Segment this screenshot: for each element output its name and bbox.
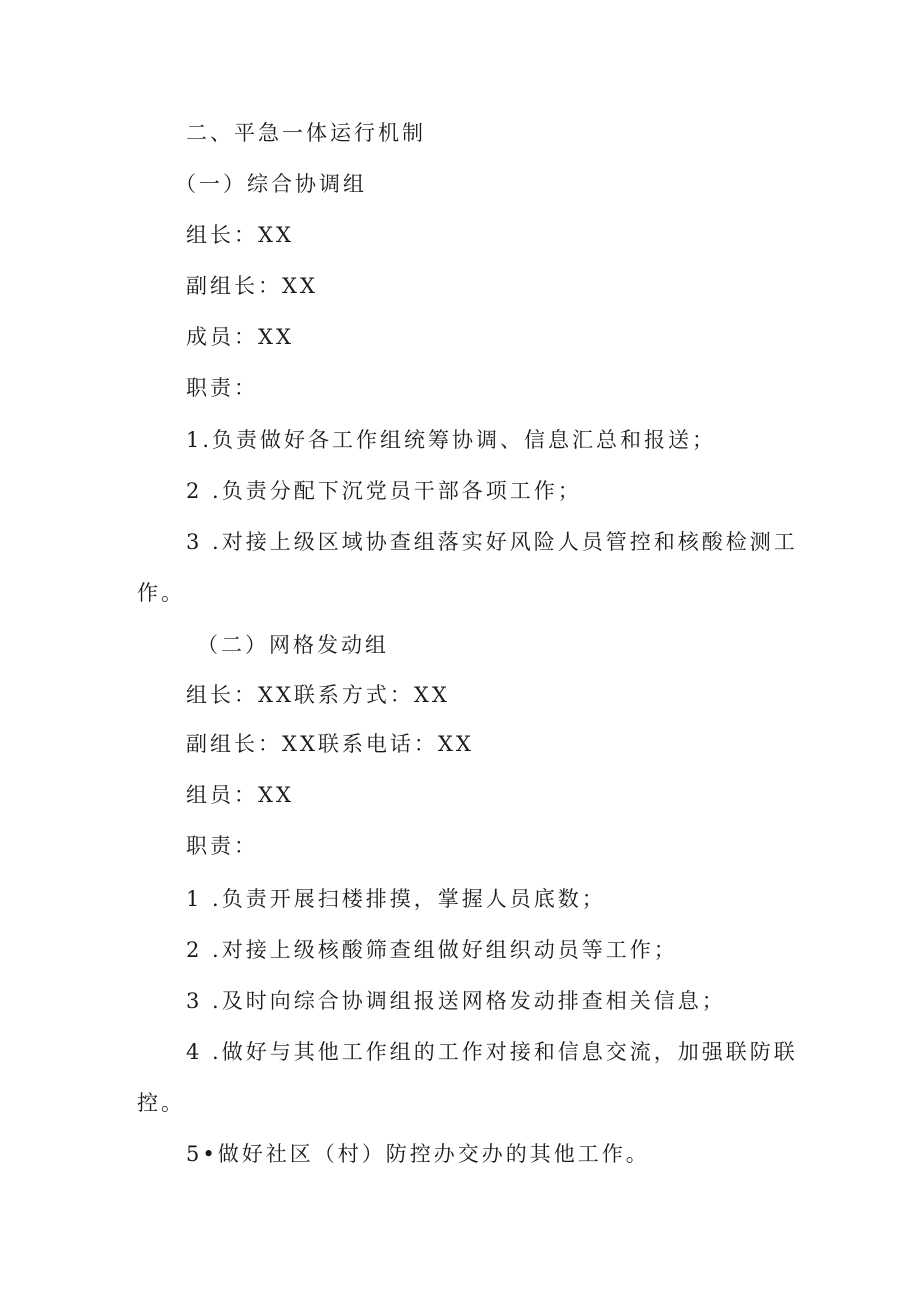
group1-heading: （一）综合协调组 <box>175 172 367 196</box>
group2-heading: （二）网格发动组 <box>197 633 389 657</box>
group1-duties-label: 职责： <box>186 376 258 400</box>
group1-members: 成员：XX <box>186 325 294 349</box>
group2-duty-5: 5•做好社区（村）防控办交办的其他工作。 <box>186 1142 650 1166</box>
group1-duty-3: 3 .对接上级区域协查组落实好风险人员管控和核酸检测工 <box>186 530 798 554</box>
section-heading: 二、平急一体运行机制 <box>186 121 426 145</box>
group1-leader: 组长：XX <box>186 223 294 247</box>
group2-leader: 组长：XX联系方式：XX <box>186 683 450 707</box>
group2-duty-1: 1 .负责开展扫楼排摸，掌握人员底数； <box>186 887 606 911</box>
group2-deputy: 副组长：XX联系电话：XX <box>186 732 474 756</box>
group2-duty-4-continued: 控。 <box>137 1091 185 1115</box>
group2-duties-label: 职责： <box>186 834 258 858</box>
group1-deputy: 副组长：XX <box>186 274 318 298</box>
group2-members: 组员：XX <box>186 783 294 807</box>
group1-duty-3-continued: 作。 <box>137 581 185 605</box>
group2-duty-4: 4 .做好与其他工作组的工作对接和信息交流，加强联防联 <box>186 1040 798 1064</box>
group1-duty-2: 2 .负责分配下沉党员干部各项工作； <box>186 479 582 503</box>
group1-duty-1: 1.负责做好各工作组统筹协调、信息汇总和报送； <box>186 428 717 452</box>
group2-duty-3: 3 .及时向综合协调组报送网格发动排查相关信息； <box>186 989 726 1013</box>
group2-duty-2: 2 .对接上级核酸筛查组做好组织动员等工作； <box>186 938 678 962</box>
